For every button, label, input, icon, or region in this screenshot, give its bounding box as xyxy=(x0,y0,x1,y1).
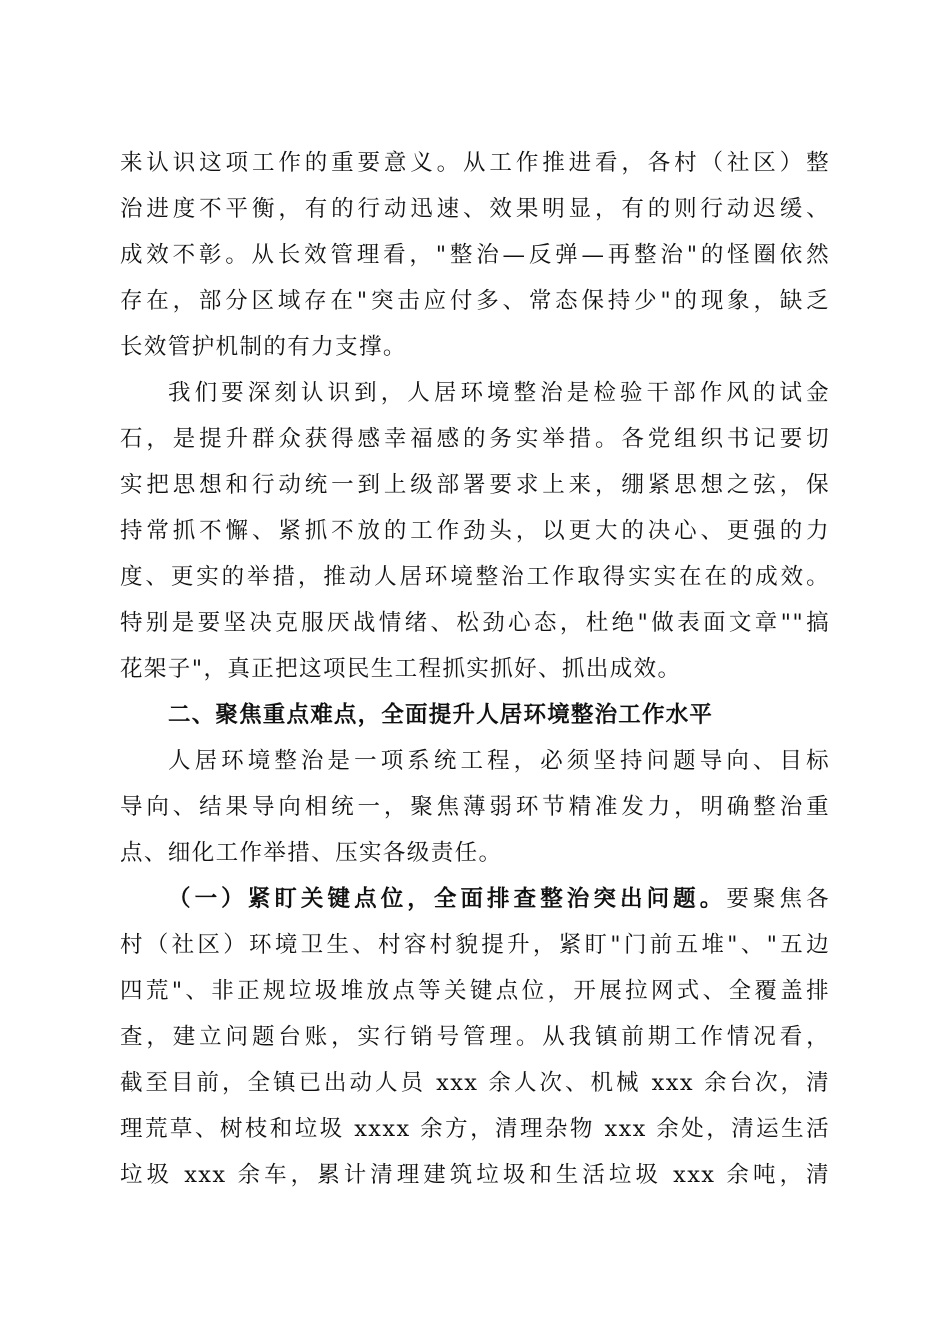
paragraph-key-points xyxy=(120,876,830,1198)
text-line: 实把思想和行动统一到上级部署要求上来，绷紧思想之弦，保 xyxy=(120,472,830,498)
text-line: 理荒草、树枝和垃圾 xxxx 余方，清理杂物 xxx 余处，清运生活 xyxy=(120,1116,830,1142)
subsection-heading: （一）紧盯关键点位，全面排查整治突出问题。 xyxy=(168,886,727,912)
text-line: 度、更实的举措，推动人居环境整治工作取得实实在在的成效。 xyxy=(120,564,830,590)
text-line: 人居环境整治是一项系统工程，必须坚持问题导向、目标 xyxy=(168,748,830,774)
paragraph-system-project xyxy=(120,738,830,876)
text-line: 截至目前，全镇已出动人员 xxx 余人次、机械 xxx 余台次，清 xyxy=(120,1070,830,1096)
text-line: 我们要深刻认识到，人居环境整治是检验干部作风的试金 xyxy=(168,380,830,406)
document-page xyxy=(120,140,830,1198)
text-line: 特别是要坚决克服厌战情绪、松劲心态，杜绝"做表面文章""搞 xyxy=(120,610,830,636)
text-line: 查，建立问题台账，实行销号管理。从我镇前期工作情况看， xyxy=(120,1024,830,1050)
text-line: 持常抓不懈、紧抓不放的工作劲头，以更大的决心、更强的力 xyxy=(120,518,830,544)
text-line: 花架子"，真正把这项民生工程抓实抓好、抓出成效。 xyxy=(120,656,682,682)
text-line xyxy=(120,876,830,922)
text-line: 四荒"、非正规垃圾堆放点等关键点位，开展拉网式、全覆盖排 xyxy=(120,978,830,1004)
text-line: 成效不彰。从长效管理看，"整治—反弹—再整治"的怪圈依然 xyxy=(120,242,830,268)
paragraph-understanding xyxy=(120,370,830,692)
text-line: 石，是提升群众获得感幸福感的务实举措。各党组织书记要切 xyxy=(120,426,830,452)
text-line: 点、细化工作举措、压实各级责任。 xyxy=(120,840,503,866)
text-run: 要聚焦各 xyxy=(726,886,830,912)
text-line: 治进度不平衡，有的行动迅速、效果明显，有的则行动迟缓、 xyxy=(120,196,830,222)
text-line: 来认识这项工作的重要意义。从工作推进看，各村（社区）整 xyxy=(120,150,830,176)
text-line: 存在，部分区域存在"突击应付多、常态保持少"的现象，缺乏 xyxy=(120,288,830,314)
section-heading: 二、聚焦重点难点，全面提升人居环境整治工作水平 xyxy=(168,702,714,728)
paragraph-significance xyxy=(120,140,830,370)
text-line: 导向、结果导向相统一，聚焦薄弱环节精准发力，明确整治重 xyxy=(120,794,830,820)
text-line: 长效管护机制的有力支撑。 xyxy=(120,334,407,360)
text-line: 垃圾 xxx 余车，累计清理建筑垃圾和生活垃圾 xxx 余吨，清 xyxy=(120,1162,830,1188)
text-line: 村（社区）环境卫生、村容村貌提升，紧盯"门前五堆"、"五边 xyxy=(120,932,830,958)
